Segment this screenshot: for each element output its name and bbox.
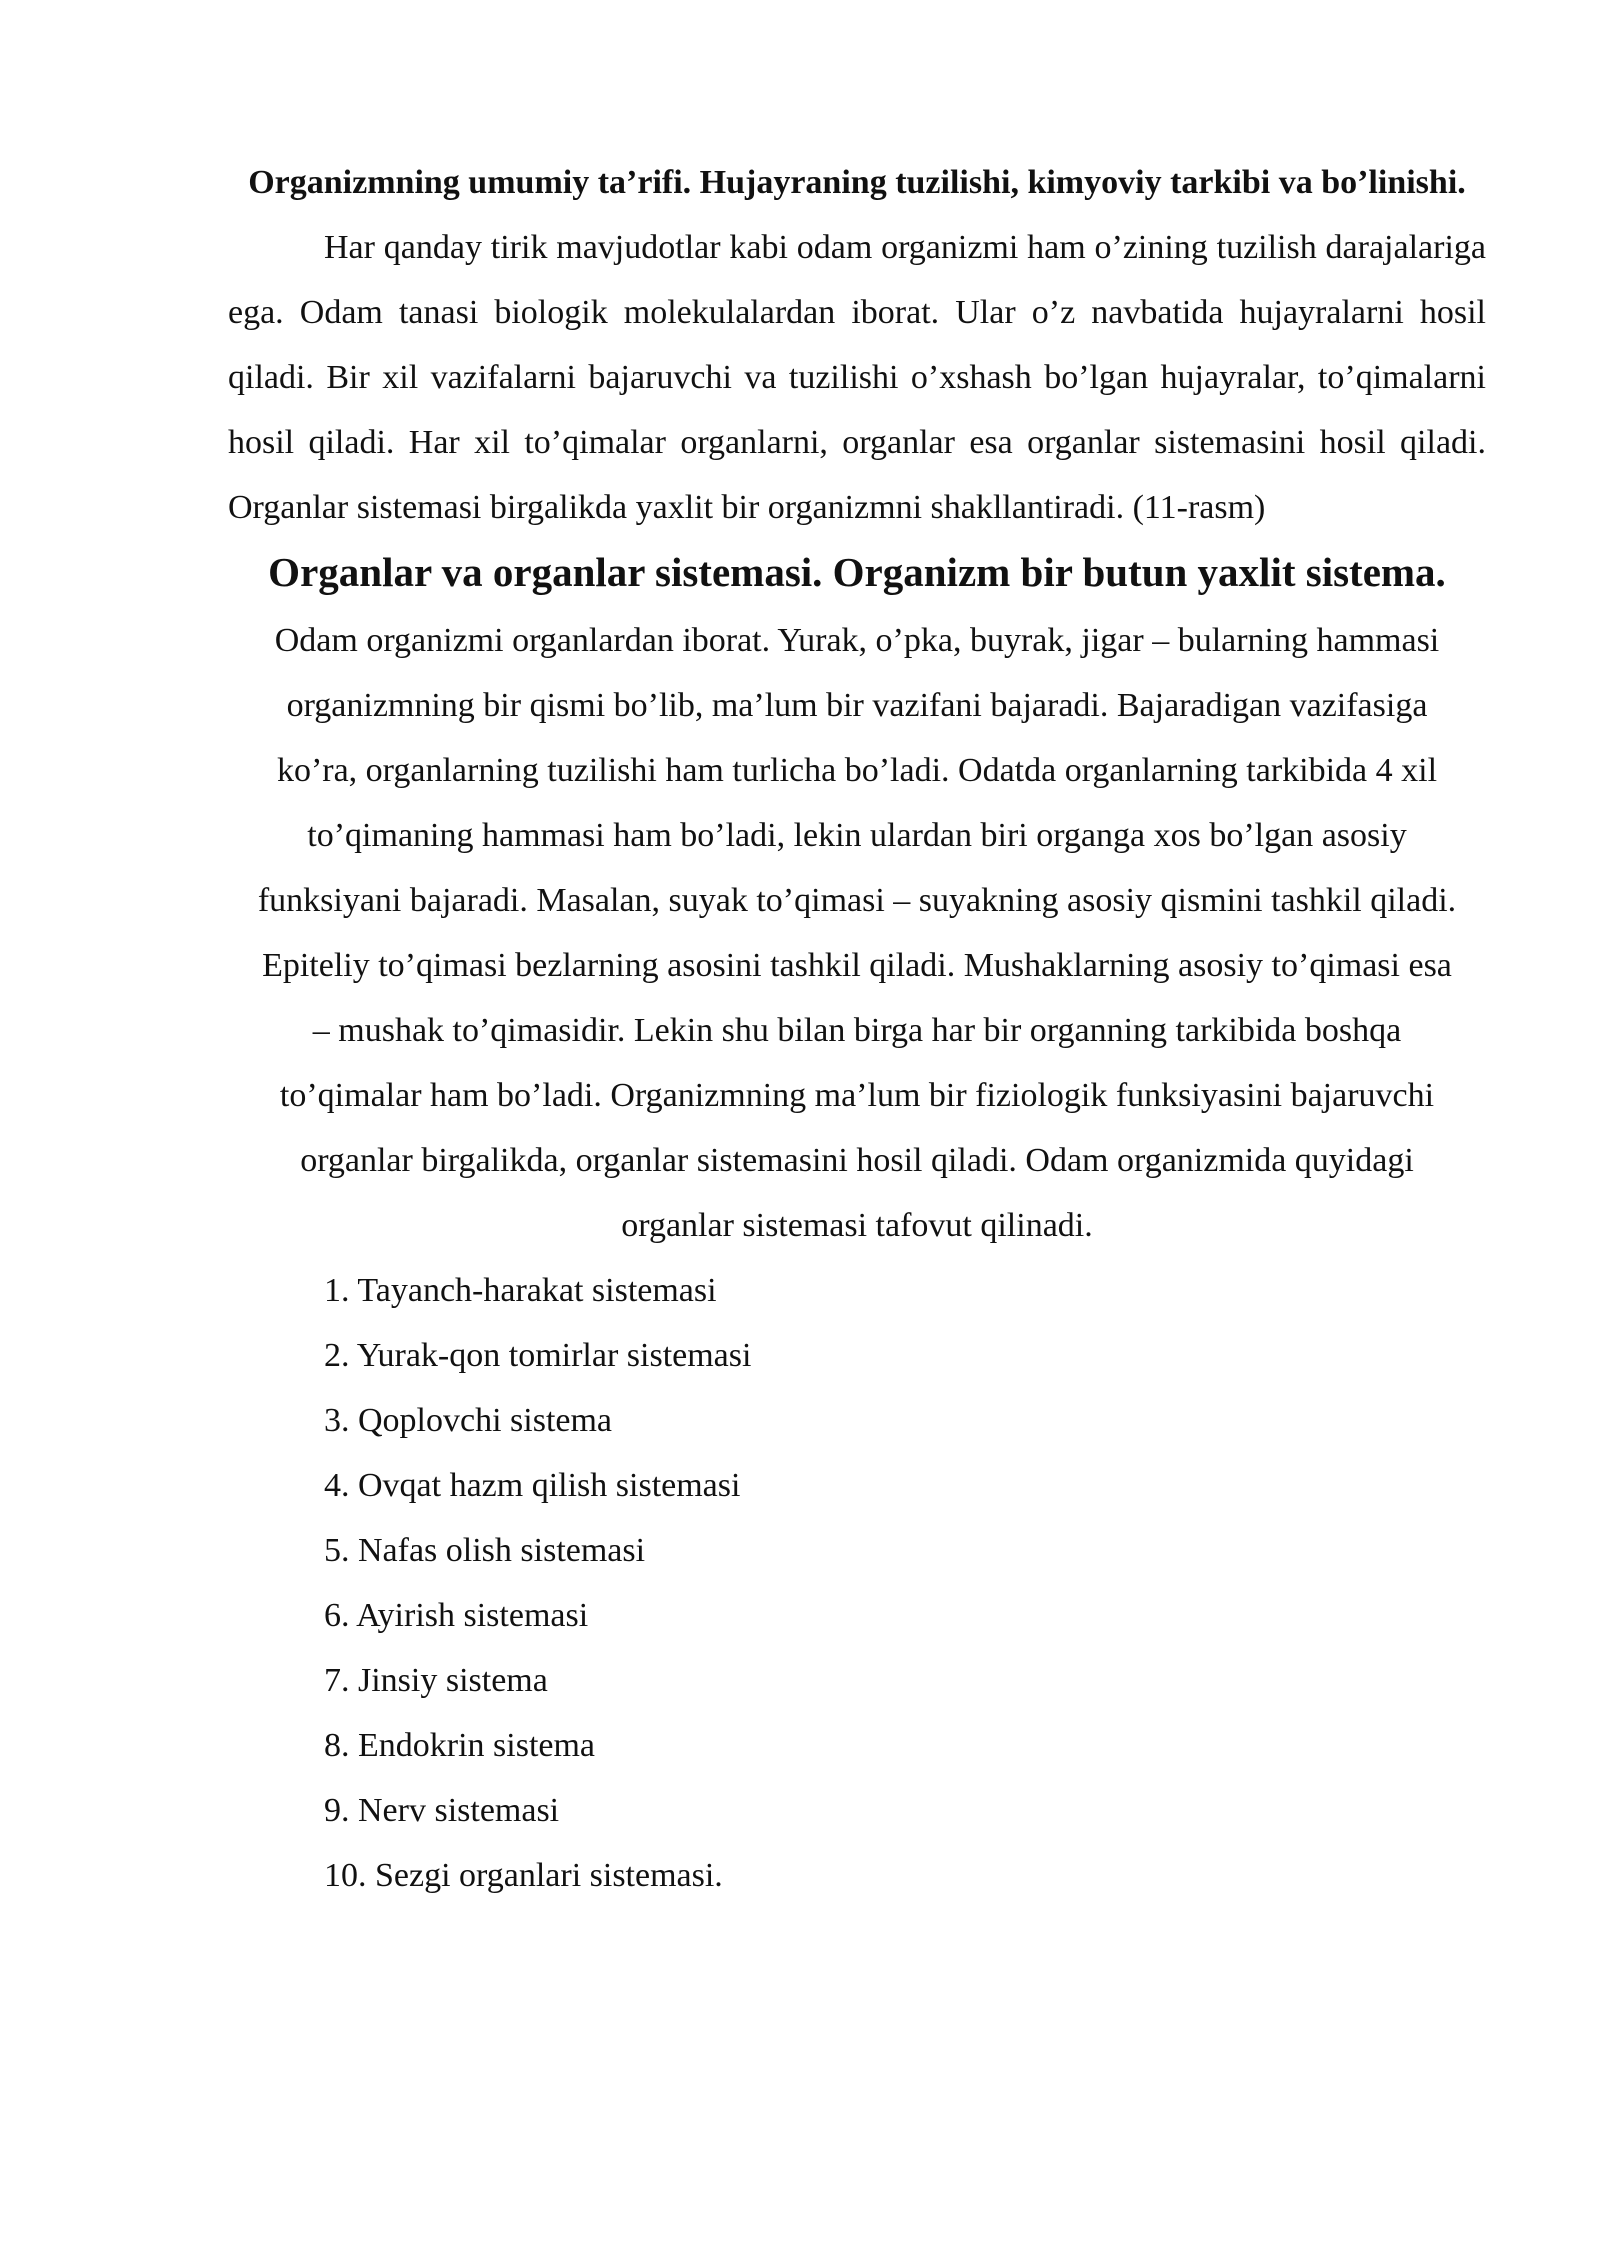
list-item: 2. Yurak-qon tomirlar sistemasi bbox=[324, 1337, 752, 1374]
document-title: Organizmning umumiy ta’rifi. Hujayraning tuzilishi, kimyoviy tarkibi va bo’linishi. bbox=[248, 164, 1466, 201]
list-item: 3. Qoplovchi sistema bbox=[324, 1402, 613, 1439]
document-content bbox=[228, 150, 1486, 1908]
intro-paragraph: Har qanday tirik mavjudotlar kabi odam organizmi ham o’zining tuzilish darajalariga ega. Odam tanasi biologik molekulalardan iborat. Ular o’z navbatida hujayralarni hosil qiladi. Bir xil vazifalarni bajaruvchi va tuzilishi o’xshash bo’lgan hujayralar, to’qimalarni hosil qiladi. Har xil to’qimalar organlarni, organlar esa organlar sistemasini hosil qiladi. Organlar sistemasi birgalikda yaxlit bir organizmni shakllantiradi. (11-rasm) bbox=[228, 229, 1486, 526]
list-item: 7. Jinsiy sistema bbox=[324, 1662, 548, 1699]
section-text: Odam organizmi organlardan iborat. Yurak, o’pka, buyrak, jigar – bularning hammasi organizmning bir qismi bo’lib, ma’lum bir vazifani bajaradi. Bajaradigan vazifasiga ko’ra, organlarning tuzilishi ham turlicha bo’ladi. Odatda organlarning tarkibida 4 xil to’qimaning hammasi ham bo’ladi, lekin ulardan biri organga xos bo’lgan asosiy funksiyani bajaradi. Masalan, suyak to’qimasi – suyakning asosiy qismini tashkil qiladi. Epiteliy to’qimasi bezlarning asosini tashkil qiladi. Mushaklarning asosiy to’qimasi esa – mushak to’qimasidir. Lekin shu bilan birga har bir organning tarkibida boshqa to’qimalar ham bo’ladi. Organizmning ma’lum bir fiziologik funksiyasini bajaruvchi organlar birgalikda, organlar sistemasini hosil qiladi. Odam organizmida quyidagi organlar sistemasi tafovut qilinadi. bbox=[257, 622, 1457, 1244]
list-item: 10. Sezgi organlari sistemasi. bbox=[324, 1857, 723, 1894]
list-item: 9. Nerv sistemasi bbox=[324, 1792, 560, 1829]
list-item: 8. Endokrin sistema bbox=[324, 1727, 596, 1764]
organ-systems-list bbox=[228, 1258, 1486, 1908]
section-heading: Organlar va organlar sistemasi. Organizm bir butun yaxlit sistema. bbox=[268, 549, 1446, 595]
list-item: 6. Ayirish sistemasi bbox=[324, 1597, 589, 1634]
list-item: 1. Tayanch-harakat sistemasi bbox=[324, 1272, 717, 1309]
list-item: 5. Nafas olish sistemasi bbox=[324, 1532, 646, 1569]
list-item: 4. Ovqat hazm qilish sistemasi bbox=[324, 1467, 741, 1504]
organ-systems-section bbox=[228, 540, 1486, 1258]
